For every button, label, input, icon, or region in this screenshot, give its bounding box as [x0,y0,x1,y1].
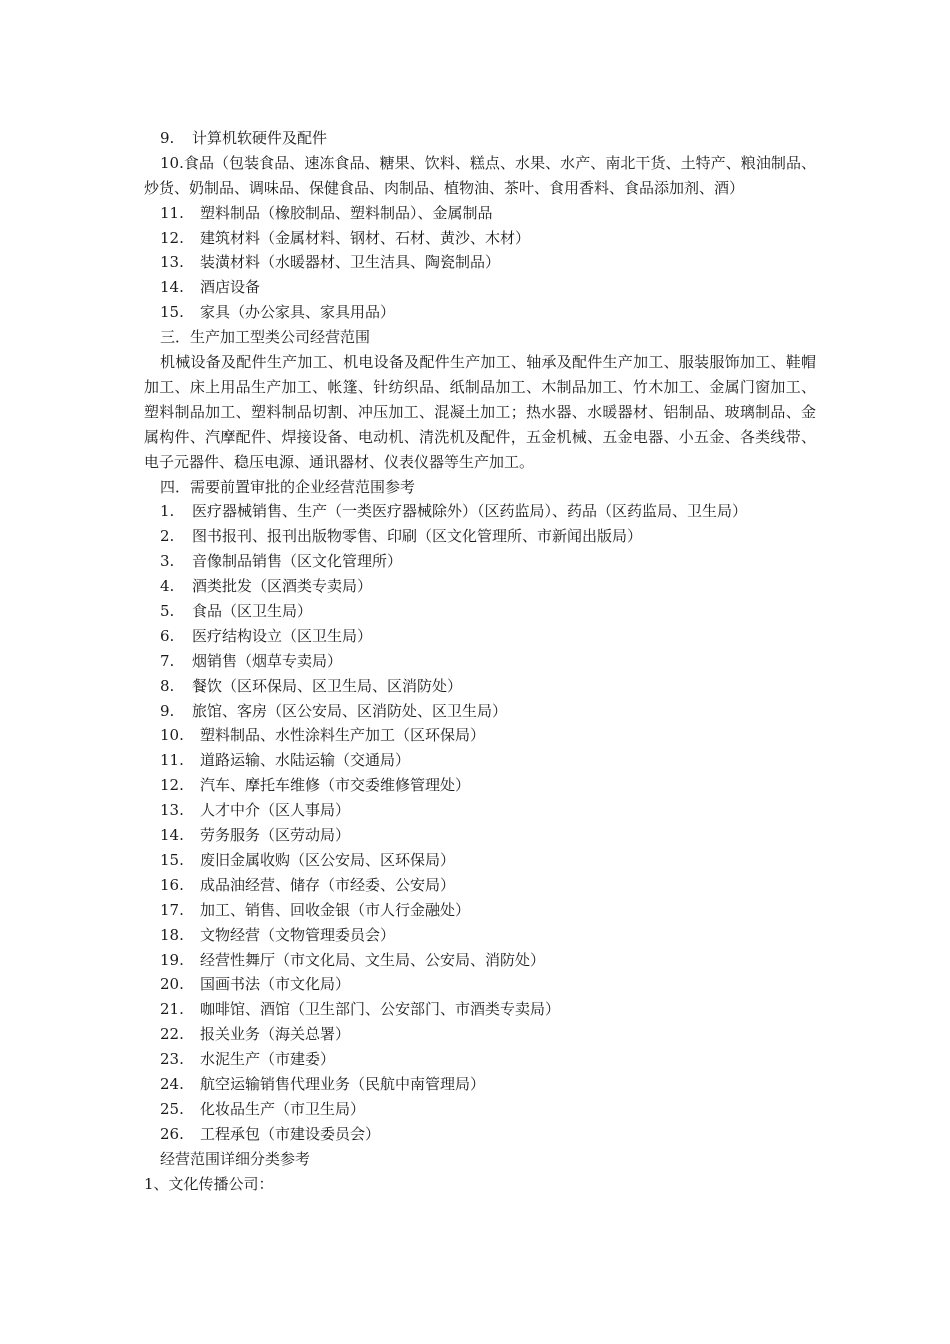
item-number: 12. [160,228,184,247]
item-text: 装潢材料（水暖器材、卫生洁具、陶瓷制品） [200,253,501,272]
item-text: 计算机软硬件及配件 [192,129,328,147]
item-text: 报关业务（海关总署） [200,1025,351,1044]
list-item [144,1097,816,1122]
item-text: 音像制品销售（区文化管理所） [192,552,403,571]
item-number: 16. [160,875,184,894]
item-text: 废旧金属收购（区公安局、区环保局） [200,850,456,869]
item-text: 成品油经营、储存（市经委、公安局） [200,875,456,894]
item-number: 3. [160,552,175,571]
list-item [144,574,816,599]
item-text: 咖啡馆、酒馆（卫生部门、公安部门、市酒类专卖局） [200,1000,561,1019]
item-text: 加工、销售、回收金银（市人行金融处） [200,900,471,919]
item-text: 家具（办公家具、家具用品） [200,303,396,322]
item-text: 医疗结构设立（区卫生局） [192,626,373,645]
list-item [144,250,816,275]
list-item [144,972,816,997]
item-number: 23. [160,1050,184,1069]
list-item [144,1072,816,1097]
item-text: 餐饮（区环保局、区卫生局、区消防处） [192,676,463,695]
section-heading: 经营范围详细分类参考 [160,1149,311,1168]
item-number: 18. [160,925,184,944]
list-item-multiline [144,151,816,201]
item-text: 水泥生产（市建委） [200,1050,336,1069]
item-number: 5. [160,602,175,621]
item-number: 4. [160,577,175,596]
list-item [144,723,816,748]
item-text: 人才中介（区人事局） [200,801,351,820]
item-text: 建筑材料（金属材料、钢材、石材、黄沙、木材） [200,228,531,247]
item-text: 工程承包（市建设委员会） [200,1124,381,1143]
item-text: 旅馆、客房（区公安局、区消防处、区卫生局） [192,701,508,720]
section-heading: 四．需要前置审批的企业经营范围参考 [160,477,416,496]
sub-heading: 1、文化传播公司： [144,1174,274,1193]
list-item [144,748,816,773]
item-number: 11. [160,751,184,770]
list-item [144,549,816,574]
item-number: 12. [160,776,184,795]
list-item [144,300,816,325]
list-item [144,948,816,973]
item-number: 8. [160,676,175,695]
list-item [144,1022,816,1047]
item-text: 食品（区卫生局） [192,602,313,621]
item-number: 24. [160,1074,184,1093]
list-item [144,599,816,624]
list-item [144,674,816,699]
item-number: 15. [160,303,184,322]
item-text: 食品（包装食品、速冻食品、糖果、饮料、糕点、水果、水产、南北干货、土特产、粮油制品、炒货、奶制品、调味品、保健食品、肉制品、植物油、茶叶、食用香料、食品添加剂、酒） [144,153,816,197]
document-body [144,126,816,1196]
item-number: 2. [160,527,175,546]
item-text: 图书报刊、报刊出版物零售、印刷（区文化管理所、市新闻出版局） [192,527,643,546]
item-number: 14. [160,826,184,845]
list-item [144,226,816,251]
list-item [144,1047,816,1072]
list-item [144,524,816,549]
list-item [144,823,816,848]
item-number: 6. [160,626,175,645]
item-number: 13. [160,253,184,272]
item-number: 26. [160,1124,184,1143]
item-text: 经营性舞厅（市文化局、文生局、公安局、消防处） [200,950,546,969]
item-number: 19. [160,950,184,969]
list-item [144,649,816,674]
list-item [144,201,816,226]
item-number: 10. [160,726,184,745]
list-item [144,773,816,798]
item-text: 塑料制品（橡胶制品、塑料制品）、金属制品 [200,203,493,222]
list-item [144,997,816,1022]
item-text: 酒店设备 [200,278,261,297]
item-number: 14. [160,278,184,297]
item-number: 13. [160,801,184,820]
item-text: 国画书法（市文化局） [200,975,351,994]
list-item [144,499,816,524]
item-number: 17. [160,900,184,919]
item-text: 航空运输销售代理业务（民航中南管理局） [200,1074,486,1093]
item-number: 21. [160,1000,184,1019]
approval-list [144,499,816,1146]
list-item [144,1122,816,1147]
item-text: 烟销售（烟草专卖局） [192,651,343,670]
item-text: 化妆品生产（市卫生局） [200,1099,366,1118]
item-number: 20. [160,975,184,994]
list-item [144,275,816,300]
list-item [144,699,816,724]
item-number: 15. [160,850,184,869]
item-text: 汽车、摩托车维修（市交委维修管理处） [200,776,471,795]
item-number: 25. [160,1099,184,1118]
item-number: 11. [160,203,184,222]
list-item [144,923,816,948]
section-paragraph: 机械设备及配件生产加工、机电设备及配件生产加工、轴承及配件生产加工、服装服饰加工、鞋帽加工、床上用品生产加工、帐篷、针纺织品、纸制品加工、木制品加工、竹木加工、金属门窗加工、塑料制品加工、塑料制品切割、冲压加工、混凝土加工；热水器、水暖器材、铝制品、玻璃制品、金属构件、汽摩配件、焊接设备、电动机、清洗机及配件，五金机械、五金电器、小五金、各类线带、电子元器件、稳压电源、通讯器材、仪表仪器等生产加工。 [144,353,816,471]
list-item [144,898,816,923]
section-heading: 三．生产加工型类公司经营范围 [160,328,371,347]
item-number: 1. [160,502,175,521]
item-text: 酒类批发（区酒类专卖局） [192,577,373,596]
item-number: 7. [160,651,175,670]
item-text: 医疗器械销售、生产（一类医疗器械除外）（区药监局）、药品（区药监局、卫生局） [192,502,748,521]
item-text: 道路运输、水陆运输（交通局） [200,751,411,770]
item-text: 文物经营（文物管理委员会） [200,925,396,944]
list-item [144,873,816,898]
list-item [144,126,816,151]
list-item [144,798,816,823]
item-number: 10. [160,153,184,172]
item-text: 劳务服务（区劳动局） [200,826,351,845]
item-number: 22. [160,1025,184,1044]
list-item [144,848,816,873]
item-number: 9. [160,129,175,147]
item-text: 塑料制品、水性涂料生产加工（区环保局） [200,726,486,745]
list-item [144,624,816,649]
item-number: 9. [160,701,175,720]
